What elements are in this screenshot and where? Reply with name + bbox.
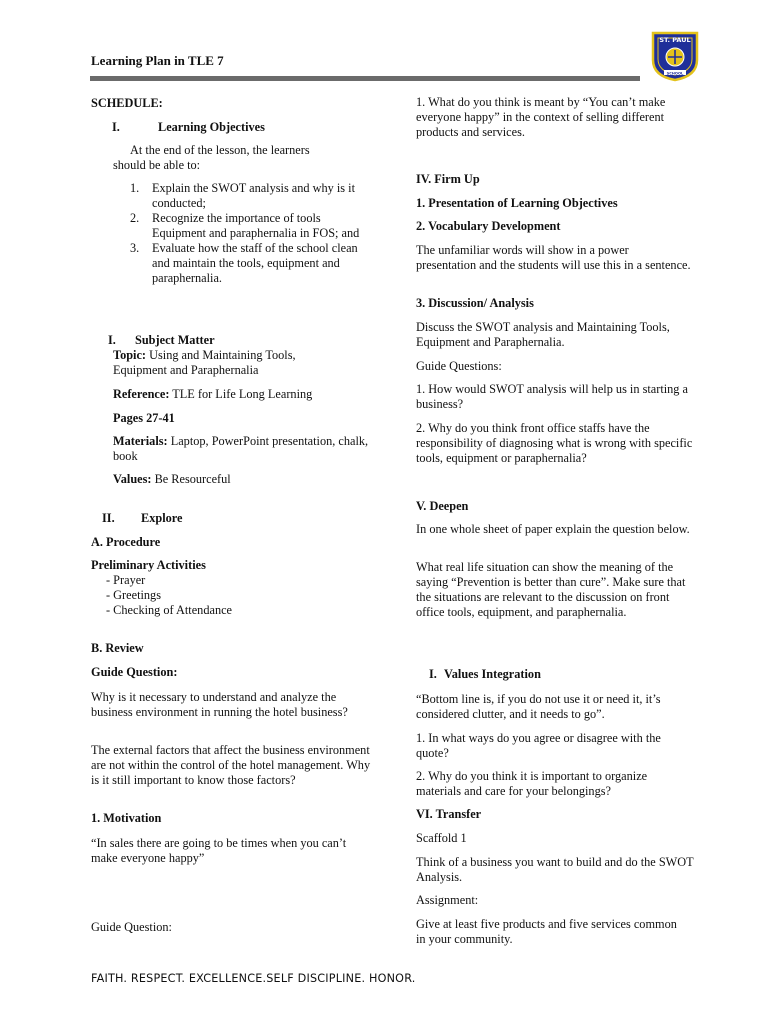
materials-line: Materials: Laptop, PowerPoint presentation, chalk, book: [113, 434, 369, 463]
discussion-text: Discuss the SWOT analysis and Maintaining Tools, Equipment and Paraphernalia.: [416, 320, 670, 349]
preliminary-heading: Preliminary Activities: [91, 558, 206, 572]
objective-item: 3. Evaluate how the staff of the school clean and maintain the tools, equipment and paraphernalia.: [130, 241, 358, 285]
objectives-roman: I.: [112, 120, 120, 134]
activities-list: [106, 573, 232, 618]
objectives-heading: [112, 120, 265, 135]
presentation-heading: 1. Presentation of Learning Objectives: [416, 196, 618, 210]
activity-item: - Checking of Attendance: [106, 603, 232, 618]
firm-up-heading: IV. Firm Up: [416, 172, 480, 186]
pages-line: Pages 27-41: [113, 411, 175, 425]
guide-question-heading: Guide Question:: [91, 665, 178, 679]
motivation-quote: “In sales there are going to be times when you can’t make everyone happy”: [91, 836, 347, 865]
objectives-list: [130, 181, 370, 286]
footer-motto: FAITH. RESPECT. EXCELLENCE.SELF DISCIPLINE. HONOR.: [91, 972, 416, 985]
vocabulary-text: The unfamiliar words will show in a power presentation and the students will use this in a sentence.: [416, 243, 691, 272]
logo-subtext: SCHOOL: [666, 71, 684, 76]
transfer-heading: VI. Transfer: [416, 807, 482, 821]
scaffold-label: Scaffold 1: [416, 831, 467, 845]
values-question-1: 1. In what ways do you agree or disagree with the quote?: [416, 731, 661, 760]
values-integration-quote: “Bottom line is, if you do not use it or need it, it’s considered clutter, and it needs to go”.: [416, 692, 661, 721]
objective-item: 2. Recognize the importance of tools Equipment and paraphernalia in FOS; and: [130, 211, 360, 240]
objectives-title: Learning Objectives: [158, 120, 265, 134]
guide-questions-label: Guide Questions:: [416, 359, 502, 373]
deepen-instruction: In one whole sheet of paper explain the question below.: [416, 522, 690, 536]
logo-text: ST. PAUL: [659, 36, 691, 44]
activity-item: - Prayer: [106, 573, 232, 588]
explore-title: Explore: [141, 511, 183, 525]
scaffold-text: Think of a business you want to build and do the SWOT Analysis.: [416, 855, 694, 884]
reference-line: Reference: TLE for Life Long Learning: [113, 387, 313, 401]
objectives-intro: At the end of the lesson, the learners should be able to:: [113, 143, 310, 172]
document-title: Learning Plan in TLE 7: [91, 53, 224, 68]
assignment-label: Assignment:: [416, 893, 479, 907]
values-integration-roman: I.: [429, 667, 437, 681]
review-heading: B. Review: [91, 641, 144, 655]
deepen-question: What real life situation can show the meaning of the saying “Prevention is better than cure”. Make sure that the situations are relevant to the discussion on front office tools, equipment, and paraphernalia.: [416, 560, 686, 619]
schedule-heading: SCHEDULE:: [91, 96, 163, 110]
header-divider: [90, 76, 640, 81]
explore-roman: II.: [102, 511, 115, 525]
guide-question-2: 2. Why do you think front office staffs have the responsibility of diagnosing what is wrong with specific tools, equipment or paraphernalia?: [416, 421, 693, 465]
objective-item: 1. Explain the SWOT analysis and why is it conducted;: [130, 181, 355, 210]
subject-matter-roman: I.: [108, 333, 116, 347]
subject-matter-title: Subject Matter: [135, 333, 215, 347]
discussion-heading: 3. Discussion/ Analysis: [416, 296, 534, 310]
activity-item: - Greetings: [106, 588, 232, 603]
explore-heading: [102, 511, 182, 526]
motivation-guide-question: 1. What do you think is meant by “You can’t make everyone happy” in the context of selling different products and services.: [416, 95, 666, 139]
values-question-2: 2. Why do you think it is important to organize materials and care for your belongings?: [416, 769, 648, 798]
assignment-text: Give at least five products and five services common in your community.: [416, 917, 677, 946]
topic-line: Topic: Using and Maintaining Tools, Equipment and Paraphernalia: [113, 348, 296, 377]
school-seal-logo: [649, 30, 701, 82]
guide-question-label: Guide Question:: [91, 920, 172, 934]
review-question-1: Why is it necessary to understand and analyze the business environment in running the hotel business?: [91, 690, 348, 719]
subject-matter-heading: [108, 333, 215, 348]
procedure-heading: A. Procedure: [91, 535, 161, 549]
deepen-heading: V. Deepen: [416, 499, 469, 513]
values-integration-title: Values Integration: [444, 667, 541, 681]
vocabulary-heading: 2. Vocabulary Development: [416, 219, 561, 233]
guide-question-1: 1. How would SWOT analysis will help us in starting a business?: [416, 382, 688, 411]
values-line: Values: Be Resourceful: [113, 472, 231, 486]
motivation-heading: 1. Motivation: [91, 811, 162, 825]
values-integration-heading: [429, 667, 541, 682]
review-question-2: The external factors that affect the business environment are not within the control of the hotel management. Why is it still important to know those factors?: [91, 743, 371, 787]
